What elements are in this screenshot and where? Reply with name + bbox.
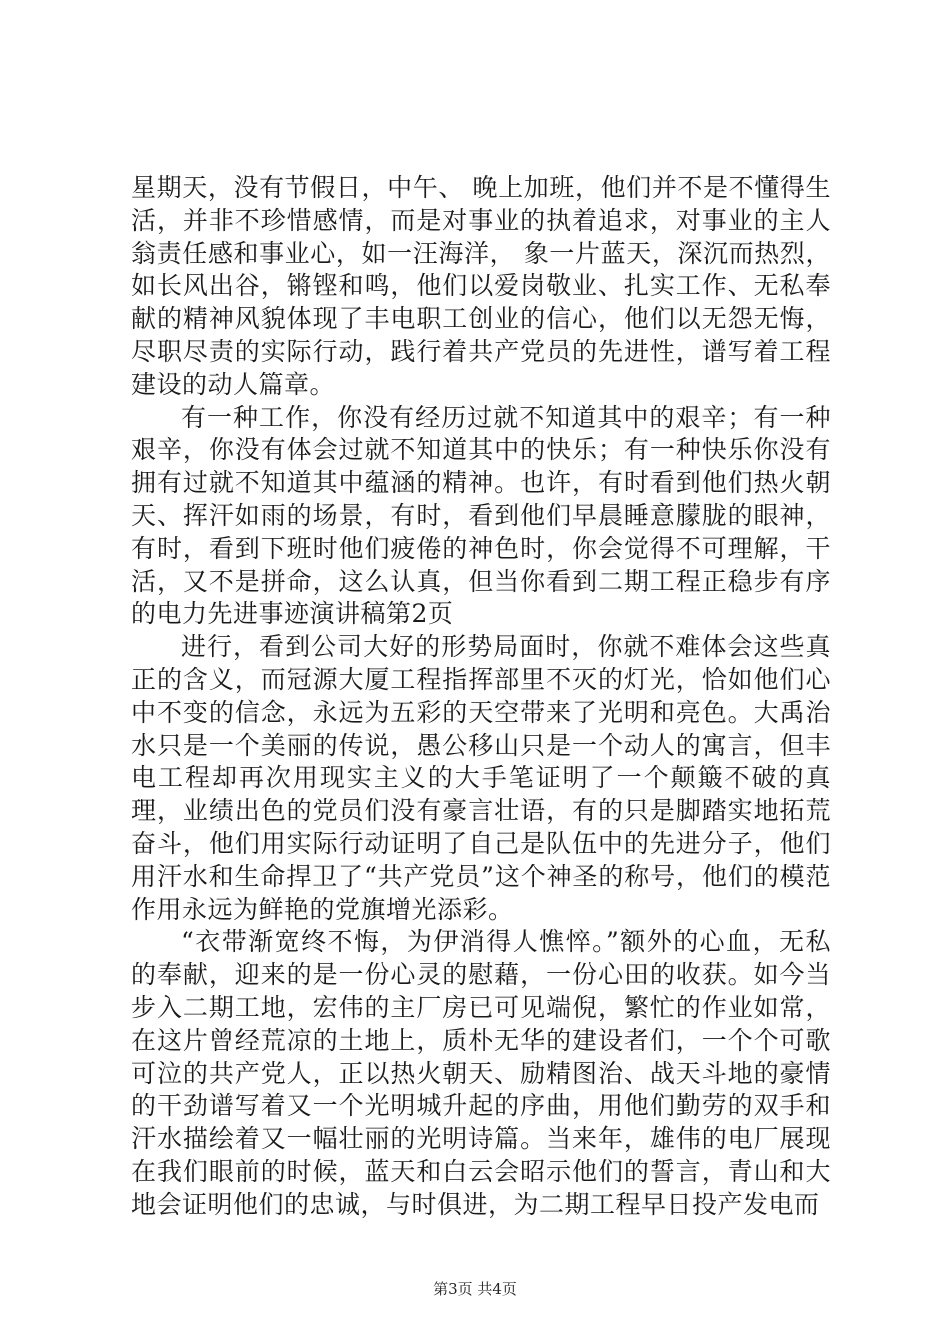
page-number-footer: 第3页 共4页 (433, 1280, 517, 1298)
paragraph-2: 有一种工作，你没有经历过就不知道其中的艰辛；有一种艰辛，你没有体会过就不知道其中的快乐；有一种快乐你没有拥有过就不知道其中蕴涵的精神。也许，有时看到他们热火朝天、挥汗如雨的场景，有时，看到他们早晨睡意朦胧的眼神，有时，看到下班时他们疲倦的神色时，你会觉得不可理解，干活，又不是拼命，这么认真，但当你看到二期工程正稳步有序的电力先进事迹演讲稿第2页 (131, 402, 831, 629)
paragraph-4: “衣带渐宽终不悔，为伊消得人憔悴。”额外的心血，无私的奉献，迎来的是一份心灵的慰藉，一份心田的收获。如今当步入二期工地，宏伟的主厂房已可见端倪，繁忙的作业如常，在这片曾经荒凉的土地上，质朴无华的建设者们，一个个可歌可泣的共产党人，正以热火朝天、励精图治、战天斗地的豪情的干劲谱写着又一个光明城升起的序曲，用他们勤劳的双手和汗水描绘着又一幅壮丽的光明诗篇。当来年，雄伟的电厂展现在我们眼前的时候，蓝天和白云会昭示他们的誓言，青山和大地会证明他们的忠诚，与时俱进，为二期工程早日投产发电而 (131, 927, 831, 1219)
paragraph-3: 进行，看到公司大好的形势局面时，你就不难体会这些真正的含义，而冠源大厦工程指挥部里不灭的灯光，恰如他们心中不变的信念，永远为五彩的天空带来了光明和亮色。大禹治水只是一个美丽的传说，愚公移山只是一个动人的寓言，但丰电工程却再次用现实主义的大手笔证明了一个颠簸不破的真理，业绩出色的党员们没有豪言壮语，有的只是脚踏实地拓荒奋斗，他们用实际行动证明了自己是队伍中的先进分子，他们用汗水和生命捍卫了“共产党员”这个神圣的称号，他们的模范作用永远为鲜艳的党旗增光添彩。 (131, 632, 831, 924)
paragraph-1: 星期天，没有节假日，中午、 晚上加班，他们并不是不懂得生活，并非不珍惜感情，而是对事业的执着追求，对事业的主人翁责任感和事业心，如一汪海洋， 象一片蓝天，深沉而热烈，如长风出谷，锵铿和鸣，他们以爱岗敬业、扎实工作、无私奉献的精神风貌体现了丰电职工创业的信心，他们以无怨无悔，尽职尽责的实际行动，践行着共产党员的先进性，谱写着工程建设的动人篇章。 (131, 173, 831, 399)
document-body (131, 172, 831, 1222)
